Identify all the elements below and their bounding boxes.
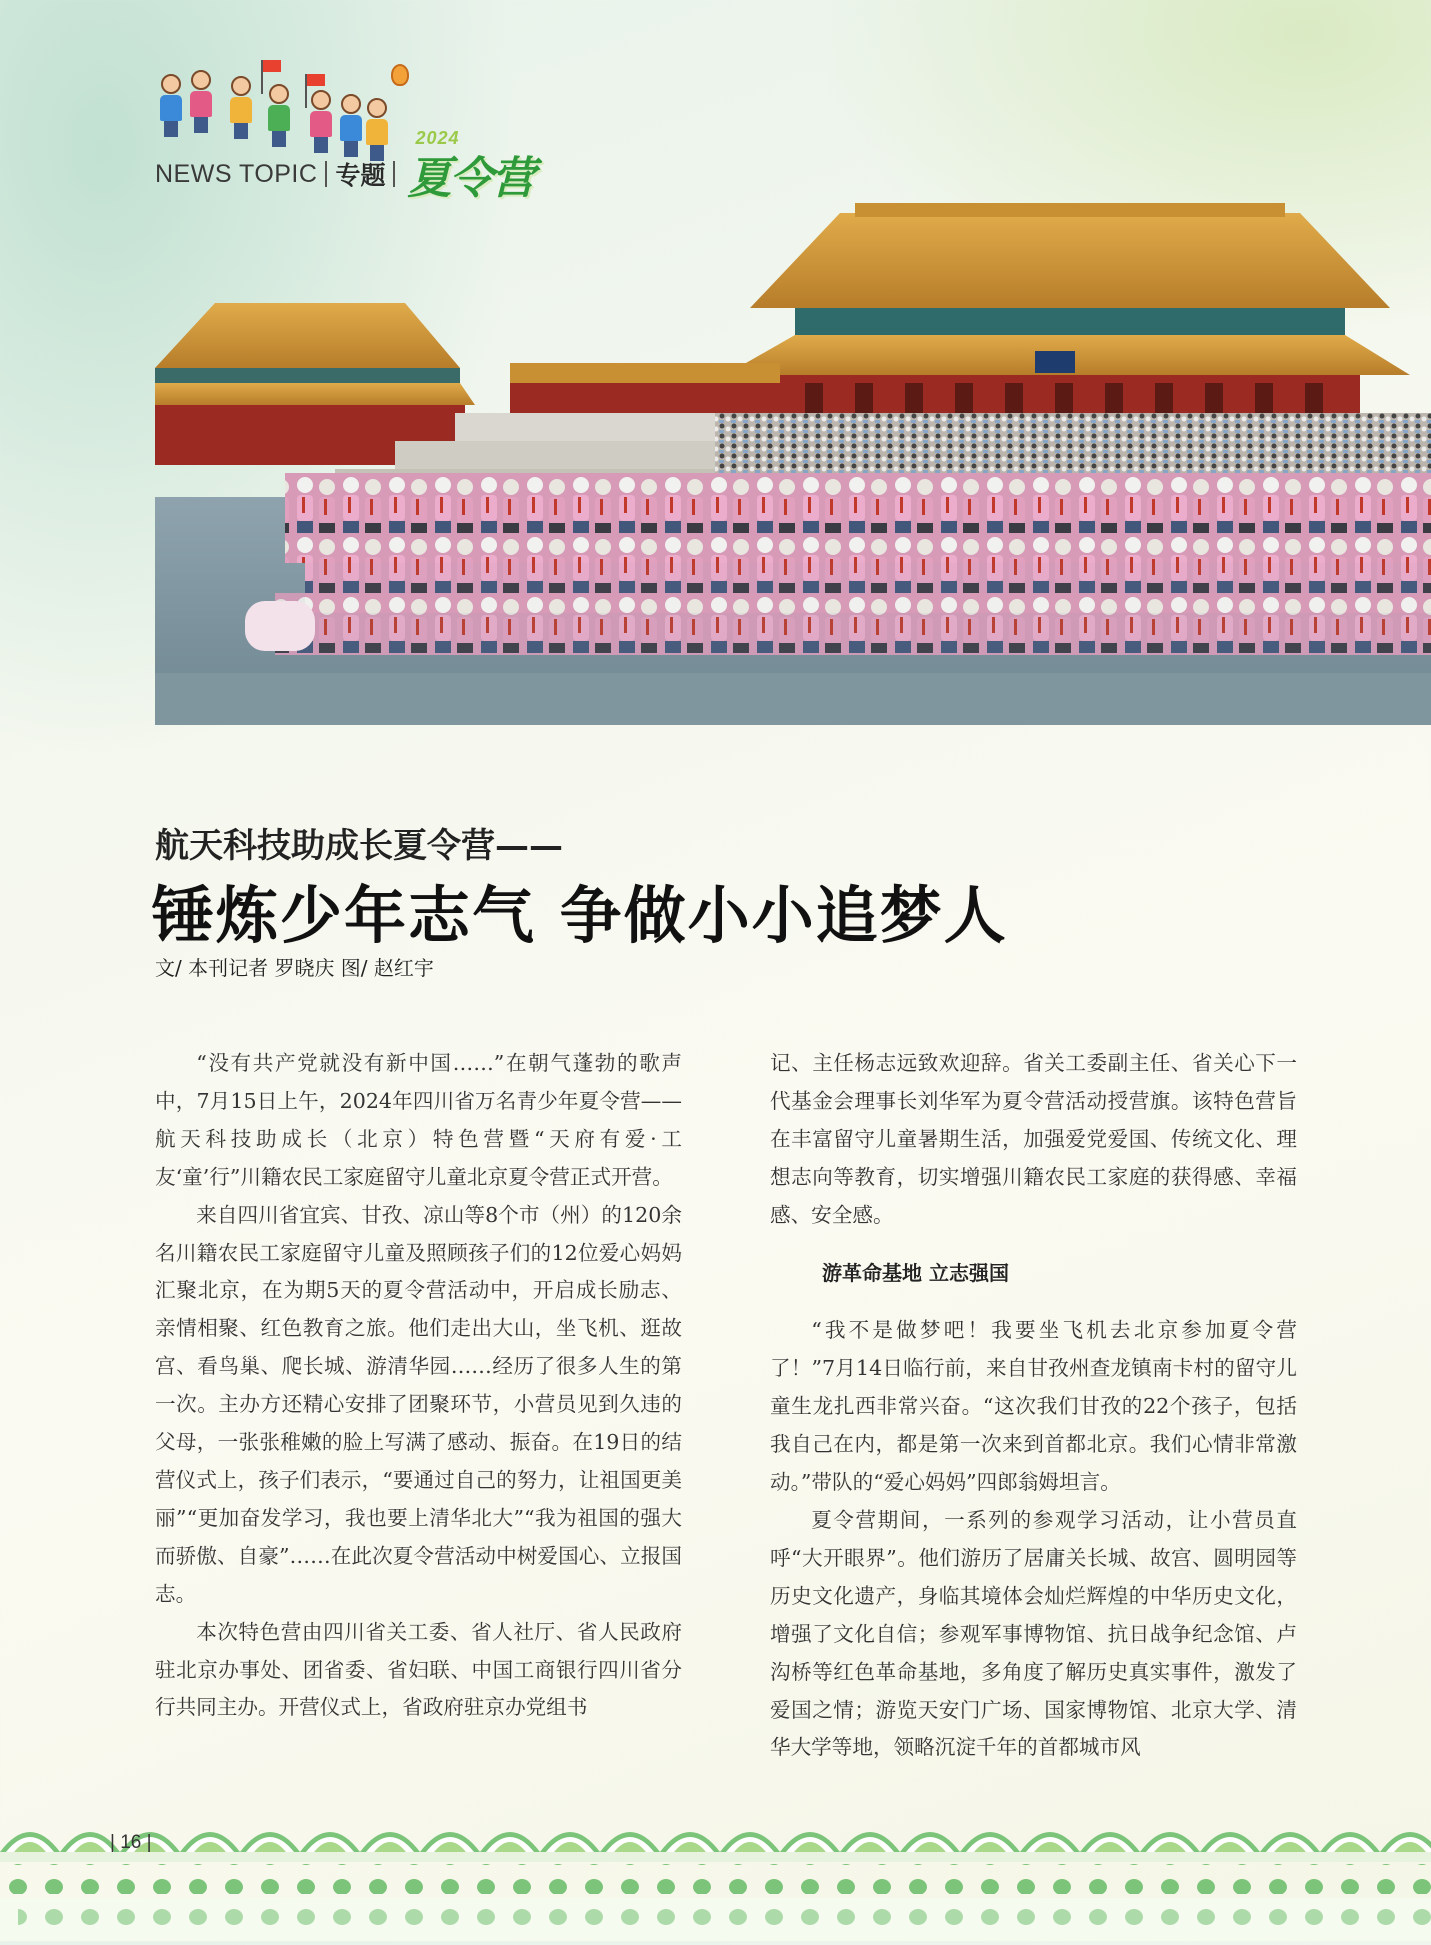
article-byline: 文/ 本刊记者 罗晓庆 图/ 赵红宇 <box>155 956 434 980</box>
footer-decoration <box>0 1812 1431 1941</box>
body-paragraph: 本次特色营由四川省关工委、省人社厅、省人民政府驻北京办事处、团省委、省妇联、中国工商银行四川省分行共同主办。开营仪式上，省政府驻京办党组书 <box>155 1619 682 1720</box>
body-paragraph: 记、主任杨志远致欢迎辞。省关工委副主任、省关心下一代基金会理事长刘华军为夏令营活动授营旗。该特色营旨在丰富留守儿童暑期生活，加强爱党爱国、传统文化、理想志向等教育，切实增强川籍农民工家庭的获得感、幸福感、安全感。 <box>770 1051 1297 1227</box>
article-title: 锤炼少年志气 争做小小追梦人 <box>152 879 1008 952</box>
hot-air-balloon-icon <box>391 64 409 86</box>
article-kicker: 航天科技助成长夏令营—— <box>155 826 563 866</box>
body-column-right <box>770 1045 1297 1767</box>
forbidden-city-group-photo-icon <box>155 113 1431 725</box>
body-paragraph: “没有共产党就没有新中国……”在朝气蓬勃的歌声中，7月15日上午，2024年四川省万名青少年夏令营——航天科技助成长（北京）特色营暨“天府有爱·工友‘童’行”川籍农民工家庭留守儿童北京夏令营正式开营。 <box>155 1051 682 1189</box>
body-paragraph: 夏令营期间，一系列的参观学习活动，让小营员直呼“大开眼界”。他们游历了居庸关长城、故宫、圆明园等历史文化遗产，身临其境体会灿烂辉煌的中华历史文化，增强了文化自信；参观军事博物馆、抗日战争纪念馆、卢沟桥等红色革命基地，多角度了解历史真实事件，激发了爱国之情；游览天安门广场、国家博物馆、北京大学、清华大学等地，领略沉淀千年的首都城市风 <box>770 1507 1297 1760</box>
body-column-left <box>155 1045 682 1727</box>
section-subheading: 游革命基地 立志强国 <box>822 1260 1009 1285</box>
body-paragraph: 来自四川省宜宾、甘孜、凉山等8个市（州）的120余名川籍农民工家庭留守儿童及照顾孩子们的12位爱心妈妈汇聚北京，在为期5天的夏令营活动中，开启成长励志、亲情相聚、红色教育之旅。他们走出大山，坐飞机、逛故宫、看鸟巢、爬长城、游清华园……经历了很多人生的第一次。主办方还精心安排了团聚环节，小营员见到久违的父母，一张张稚嫩的脸上写满了感动、振奋。在19日的结营仪式上，孩子们表示，“要通过自己的努力，让祖国更美丽”“更加奋发学习，我也要上清华北大”“我为祖国的强大而骄傲、自豪”……在此次夏令营活动中树爱国心、立报国志。 <box>155 1202 682 1606</box>
page-number: | 16 | <box>110 1832 152 1853</box>
body-paragraph: “我不是做梦吧！我要坐飞机去北京参加夏令营了！”7月14日临行前，来自甘孜州查龙镇南卡村的留守儿童生龙扎西非常兴奋。“这次我们甘孜的22个孩子，包括我自己在内，都是第一次来到首都北京。我们心情非常激动。”带队的“爱心妈妈”四郎翁姆坦言。 <box>770 1318 1297 1495</box>
